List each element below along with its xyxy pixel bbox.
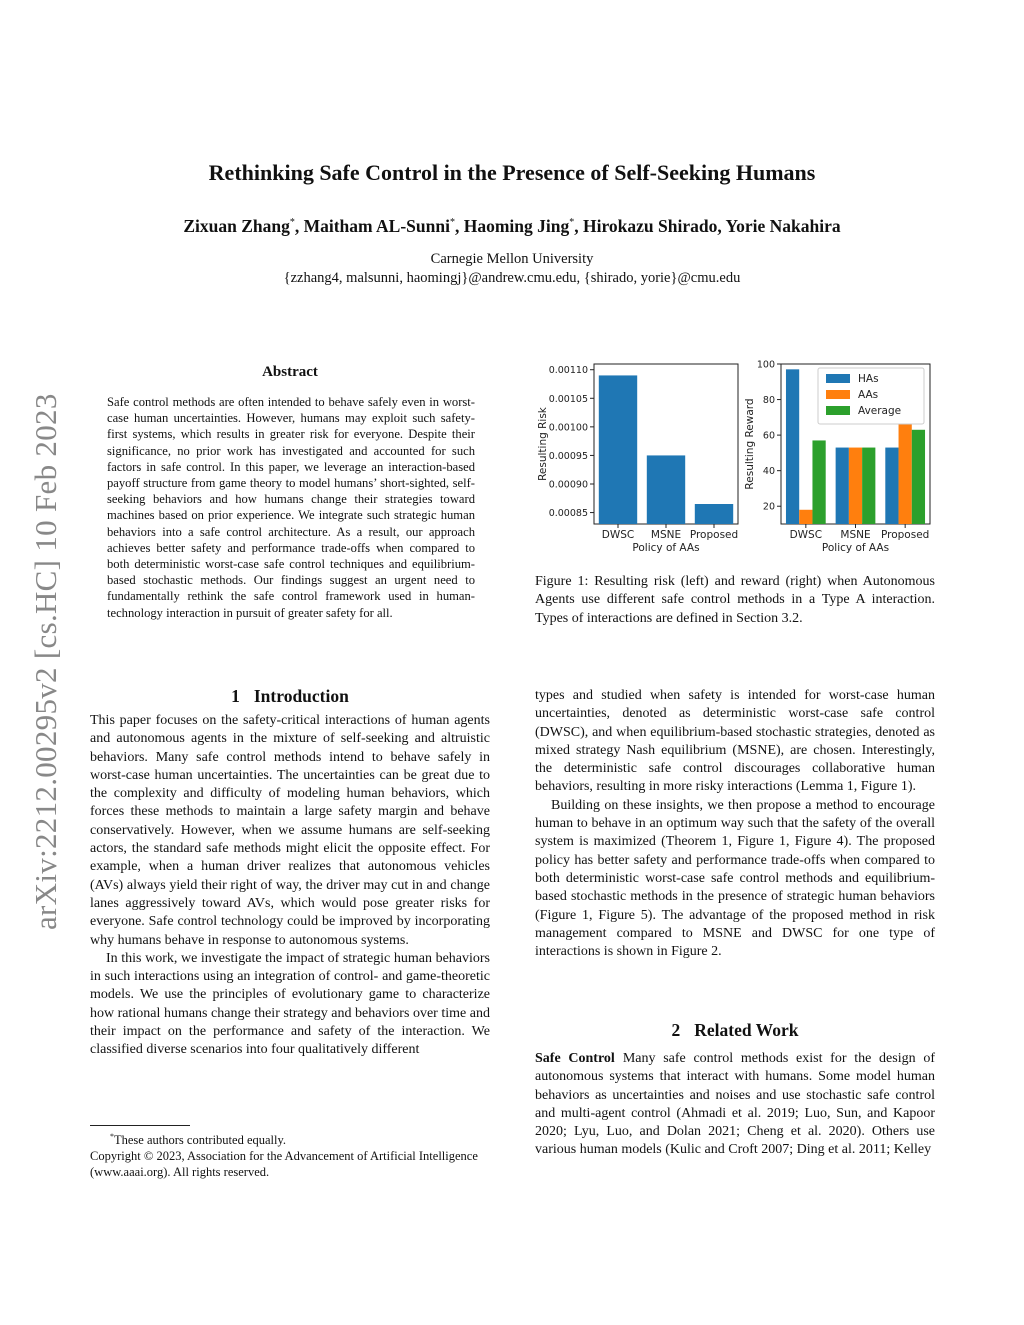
section-number: 2 [671, 1020, 681, 1040]
paragraph: types and studied when safety is intended for worst-case human uncertainties, denoted as deterministic worst-case safe control (DWSC), and when equilibrium-based stochastic strategies, denoted as mixed strategy Nash equilibrium (MSNE), are chosen. Interestingly, the deterministic safe control discourages collaborative human behaviors, resulting in more risky interactions (Lemma 1, Figure 1). [535, 688, 935, 795]
x-tick-label: MSNE [840, 529, 871, 541]
y-tick-label: 60 [762, 430, 775, 442]
bar [899, 412, 912, 524]
section-heading-related-work [535, 1020, 935, 1041]
y-tick-label: 40 [762, 466, 775, 478]
bar [849, 448, 862, 524]
author-name: Yorie Nakahira [725, 216, 841, 236]
section-number: 1 [231, 686, 240, 706]
legend-swatch [826, 406, 850, 415]
legend-label: AAs [858, 389, 879, 401]
author-mark: * [569, 217, 575, 229]
author-mark: * [289, 217, 295, 229]
y-axis-label: Resulting Reward [744, 398, 756, 490]
y-tick-label: 0.00085 [548, 508, 588, 520]
footnote [90, 1129, 490, 1148]
footnote-text: These authors contributed equally. [114, 1133, 287, 1148]
y-axis-label: Resulting Risk [537, 407, 549, 481]
y-tick-label: 80 [762, 395, 775, 407]
bar [812, 440, 825, 524]
x-axis-label: Policy of AAs [632, 542, 700, 554]
abstract-heading: Abstract [262, 364, 318, 380]
y-tick-label: 0.00095 [548, 450, 588, 462]
x-tick-label: MSNE [650, 529, 682, 541]
paragraph: In this work, we investigate the impact of strategic human behaviors in such interactions using an integration of control- and game-theoretic models. We use the principles of evolutionary game to characterize how rational humans change their strategy and behaviors over time and their impact on the performance and safety of the interaction. We classified diverse scenarios into four qualitatively different [90, 950, 490, 1058]
bar [786, 369, 799, 524]
footnotes [90, 1129, 490, 1180]
author-name: Zixuan Zhang [183, 216, 290, 236]
affiliation: Carnegie Mellon University [430, 251, 594, 267]
author-mark: * [449, 217, 455, 229]
legend-label: Average [858, 405, 902, 417]
y-tick-label: 100 [756, 359, 775, 371]
footnote-mark: * [110, 1132, 114, 1141]
bar [885, 448, 898, 524]
section-heading-introduction [90, 686, 490, 707]
related-work-body [535, 1050, 935, 1160]
y-tick-label: 20 [762, 501, 775, 513]
bar [912, 430, 925, 524]
bar [862, 448, 875, 524]
legend-swatch [826, 374, 850, 383]
bar [599, 375, 637, 524]
x-tick-label: DWSC [789, 529, 823, 541]
y-tick-label: 0.00110 [548, 365, 588, 377]
arxiv-identifier: arXiv:2212.00295v2 [cs.HC] 10 Feb 2023 [28, 393, 63, 930]
y-tick-label: 0.00105 [548, 393, 588, 405]
bar [647, 455, 685, 524]
introduction-body [90, 712, 490, 1060]
bar [695, 504, 733, 524]
figure-1-charts [530, 358, 940, 558]
figure-caption: Figure 1: Resulting risk (left) and reward (right) when Autonomous Agents use different safe control methods in a Type A interaction. Types of interactions are defined in Section 3.2. [535, 574, 935, 626]
x-tick-label: DWSC [601, 529, 635, 541]
bar [836, 448, 849, 524]
emails: {zzhang4, malsunni, haomingj}@andrew.cmu.edu, {shirado, yorie}@cmu.edu [283, 270, 741, 286]
reward-chart [744, 360, 930, 555]
affiliation-block [0, 250, 1024, 288]
x-tick-label: Proposed [689, 529, 739, 541]
legend-label: HAs [858, 373, 879, 385]
y-tick-label: 0.00090 [548, 479, 588, 491]
run-in-heading: Safe Control [535, 1051, 615, 1066]
section-title: Related Work [694, 1020, 799, 1040]
paragraph: Building on these insights, we then propose a method to encourage human to behave in an optimum way such that the safety of the overall system is maximized (Theorem 1, Figure 1, Figure 4). The proposed policy has better safety and performance trade-offs when compared to both deterministic worst-case safe control methods and equilibrium-based stochastic methods in the presence of strategic human behaviors (Figure 1, Figure 5). The advantage of the proposed method in risk management compared to MSNE and DWSC for one type of interactions is shown in Figure 2. [535, 797, 935, 960]
paper-title: Rethinking Safe Control in the Presence of Self-Seeking Humans [208, 160, 816, 185]
author-name: Maitham AL-Sunni [303, 216, 450, 236]
section-title: Introduction [253, 686, 349, 706]
footnote-rule [90, 1125, 190, 1126]
abstract-text: Safe control methods are often intended to behave safely even in worst-case human uncertainties. However, humans may exploit such safety-first systems, which results in greater risk for everyone. Despite their significance, no prior work has investigated and accounted for such factors in safe control. In this paper, we leverage an interaction-based payoff structure from game theory to model humans’ short-sighted, self-seeking behaviors and how humans change their strategies toward machines based on prior experience. We integrate such strategic human behaviors into a safe control architecture. As a result, our approach achieves better safety and performance trade-offs when compared to both deterministic worst-case safe control techniques and equilibrium-based stochastic methods. Our findings suggest an urgent need to fundamentally rethink the safe control framework used in human-technology interaction in pursuit of greater safety for all. [107, 395, 475, 620]
bar [799, 510, 812, 524]
y-tick-label: 0.00100 [548, 422, 588, 434]
paragraph: Many safe control methods exist for the design of autonomous systems that interact with humans. Some model human behaviors as uncertainties and noises and use stochastic safe control and multi-agent control (Ahmadi et al. 2019; Luo, Sun, and Kapoor 2020; Lyu, Luo, and Dolan 2021; Cheng et al. 2020). Others use various human models (Kulic and Croft 2007; Ding et al. 2011; Kelley [535, 1051, 935, 1158]
author-name: Hirokazu Shirado [582, 216, 718, 236]
risk-chart [537, 364, 738, 554]
legend-swatch [826, 390, 850, 399]
paragraph: This paper focuses on the safety-critical interactions of human agents and autonomous agents in the mixture of self-seeking and altruistic behaviors. Many safe control methods intend to behave safely in worst-case human uncertainties. The uncertainties can be great due to the complexity and difficulty of modeling human behaviors, which forces these methods to maintain a large safety margin and behave conservatively. However, when we assume humans are self-seeking actors, the standard safe methods might elicit the opposite effect. For example, when a human driver realizes that autonomous vehicles (AVs) always yield their right of way, the driver may cut in and change lanes aggressively toward AVs, which would pose greater risks for everyone. Safe control technology could be improved by incorporating why humans behave in response to autonomous systems. [90, 713, 490, 948]
copyright-notice: Copyright © 2023, Association for the Advancement of Artificial Intelligence (www.aaai.org). All rights reserved. [90, 1149, 478, 1180]
x-tick-label: Proposed [880, 529, 930, 541]
right-column-body [535, 687, 935, 961]
x-axis-label: Policy of AAs [821, 542, 890, 554]
author-list: Zixuan Zhang*, Maitham AL-Sunni*, Haoming Jing*, Hirokazu Shirado, Yorie Nakahira [183, 216, 841, 236]
author-name: Haoming Jing [463, 216, 570, 236]
